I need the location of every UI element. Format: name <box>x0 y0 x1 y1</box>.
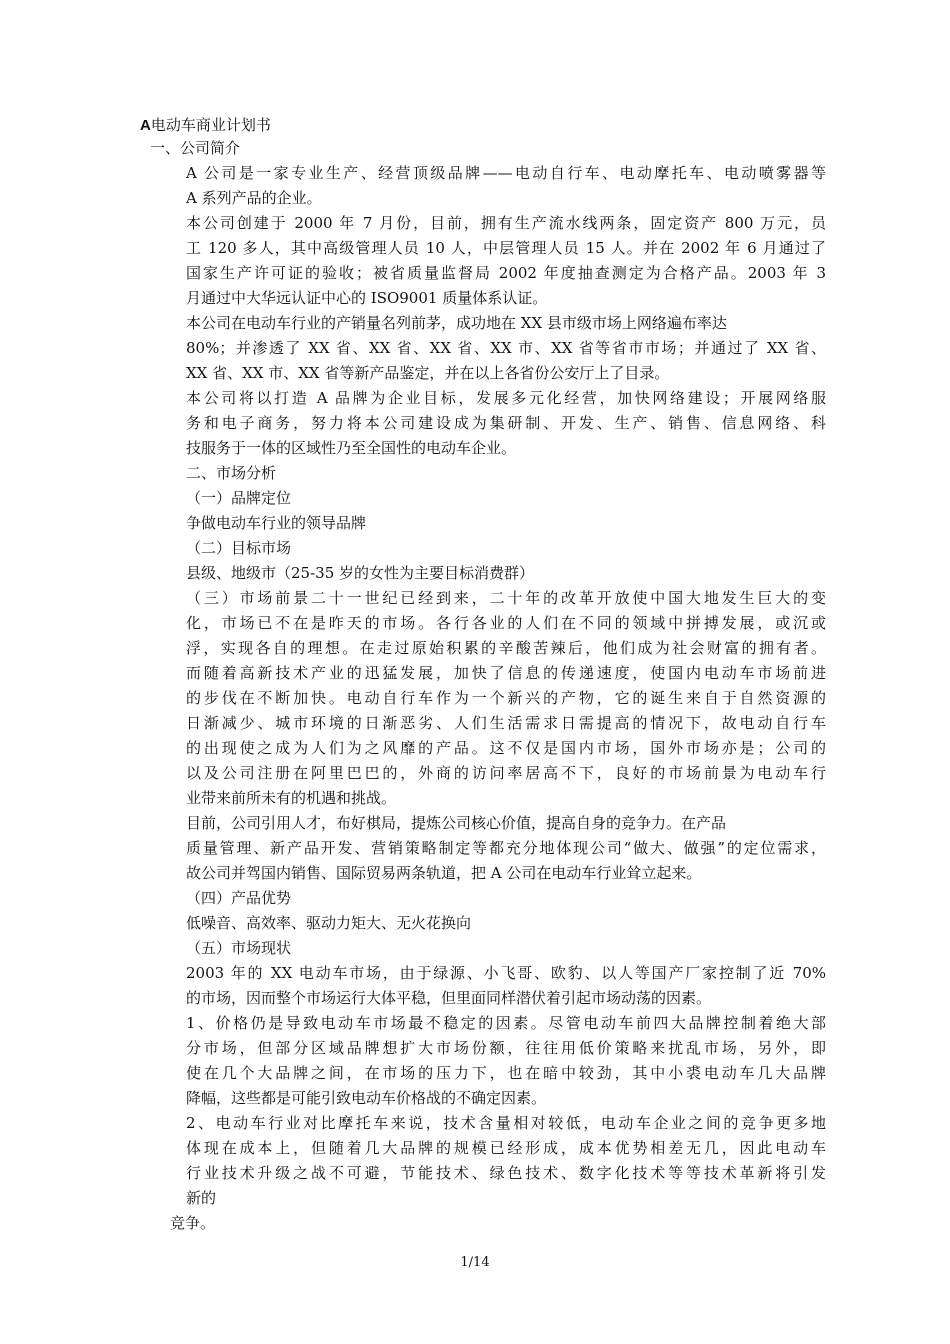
text-line: 浮，实现各自的理想。在走过原始积累的辛酸苦辣后，他们成为社会财富的拥有者。 <box>186 639 826 657</box>
text-line: 80%；并渗透了 XX 省、XX 省、XX 省、XX 市、XX 省等省市市场；并通过了 XX 省、 <box>186 339 826 357</box>
text-line: 的出现使之成为人们为之风靡的产品。这不仅是国内市场，国外市场亦是；公司的 <box>186 739 826 757</box>
text-line: 本公司将以打造 A 品牌为企业目标，发展多元化经营，加快网络建设；开展网络服 <box>186 389 826 407</box>
page-number: 1/14 <box>460 1255 490 1270</box>
text-line: 竞争。 <box>170 1214 216 1232</box>
text-line: 二、市场分析 <box>186 464 277 482</box>
text-line: 务和电子商务，努力将本公司建设成为集研制、开发、生产、销售、信息网络、科 <box>186 414 826 432</box>
text-line: 2、电动车行业对比摩托车来说，技术含量相对较低，电动车企业之间的竞争更多地 <box>186 1114 826 1132</box>
text-line: （二）目标市场 <box>186 539 292 557</box>
text-line: 体现在成本上，但随着几大品牌的规模已经形成，成本优势相差无几，因此电动车 <box>186 1139 826 1157</box>
text-line: 国家生产许可证的验收；被省质量监督局 2002 年度抽查测定为合格产品。2003 年 3 <box>186 264 826 282</box>
document-body <box>150 136 826 1236</box>
text-line: 使在几个大品牌之间，在市场的压力下，也在暗中较劲，其中小裘电动车几大品牌 <box>186 1064 826 1082</box>
title-text: 电动车商业计划书 <box>150 116 271 134</box>
text-line: 低噪音、高效率、驱动力矩大、无火花换向 <box>186 914 472 932</box>
text-line: 本公司创建于 2000 年 7 月份，目前，拥有生产流水线两条，固定资产 800 万元，员 <box>186 214 826 232</box>
text-line: 的市场，因而整个市场运行大体平稳，但里面同样潜伏着引起市场动荡的因素。 <box>186 989 712 1007</box>
text-line: （五）市场现状 <box>186 939 292 957</box>
text-line: 技服务于一体的区域性乃至全国性的电动车企业。 <box>186 439 517 457</box>
text-line: 质量管理、新产品开发、营销策略制定等都充分地体现公司“做大、做强”的定位需求， <box>186 839 826 857</box>
document-title <box>140 115 271 136</box>
text-line: 分市场，但部分区域品牌想扩大市场份额，往往用低价策略来扰乱市场，另外，即 <box>186 1039 826 1057</box>
text-line: 故公司并驾国内销售、国际贸易两条轨道，把 A 公司在电动车行业耸立起来。 <box>186 864 702 882</box>
text-line: 目前，公司引用人才，布好棋局，提炼公司核心价值，提高自身的竞争力。在产品 <box>186 814 727 832</box>
text-line: 的步伐在不断加快。电动自行车作为一个新兴的产物，它的诞生来自于自然资源的 <box>186 689 826 707</box>
text-line: （四）产品优势 <box>186 889 292 907</box>
text-line: 工 120 多人，其中高级管理人员 10 人，中层管理人员 15 人。并在 2002 年 6 月通过了 <box>186 239 826 257</box>
text-line: 新的 <box>186 1189 217 1207</box>
text-line: A 系列产品的企业。 <box>186 189 322 207</box>
text-line: 化，市场已不在是昨天的市场。各行各业的人们在不同的领域中拼搏发展，或沉或 <box>186 614 826 632</box>
text-line: 以及公司注册在阿里巴巴的，外商的访问率居高不下，良好的市场前景为电动车行 <box>186 764 826 782</box>
text-line: 2003 年的 XX 电动车市场，由于绿源、小飞哥、欧豹、以人等国产厂家控制了近 70% <box>186 964 826 982</box>
text-line: 1、价格仍是导致电动车市场最不稳定的因素。尽管电动车前四大品牌控制着绝大部 <box>186 1014 826 1032</box>
text-line: 行业技术升级之战不可避，节能技术、绿色技术、数字化技术等等技术革新将引发 <box>186 1164 826 1182</box>
text-line: 而随着高新技术产业的迅猛发展，加快了信息的传递速度，使国内电动车市场前进 <box>186 664 826 682</box>
text-line: 日渐减少、城市环境的日渐恶劣、人们生活需求日需提高的情况下，故电动自行车 <box>186 714 826 732</box>
text-line: 降幅，这些都是可能引致电动车价格战的不确定因素。 <box>186 1089 547 1107</box>
text-line: 县级、地级市（25-35 岁的女性为主要目标消费群） <box>186 564 535 582</box>
title-letter: A <box>140 117 151 134</box>
text-line: 本公司在电动车行业的产销量名列前茅，成功地在 XX 县市级市场上网络遍布率达 <box>186 314 727 332</box>
text-line: XX 省、XX 市、XX 省等新产品鉴定，并在以上各省份公安厅上了目录。 <box>186 364 670 382</box>
text-line: 月通过中大华远认证中心的 ISO9001 质量体系认证。 <box>186 289 548 307</box>
text-line: 一、公司简介 <box>150 139 241 157</box>
text-line: （一）品牌定位 <box>186 489 292 507</box>
text-line: 业带来前所未有的机遇和挑战。 <box>186 789 397 807</box>
text-line: （三）市场前景二十一世纪已经到来，二十年的改革开放使中国大地发生巨大的变 <box>186 589 826 607</box>
text-line: A 公司是一家专业生产、经营顶级品牌——电动自行车、电动摩托车、电动喷雾器等 <box>186 164 826 182</box>
text-line: 争做电动车行业的领导品牌 <box>186 514 367 532</box>
